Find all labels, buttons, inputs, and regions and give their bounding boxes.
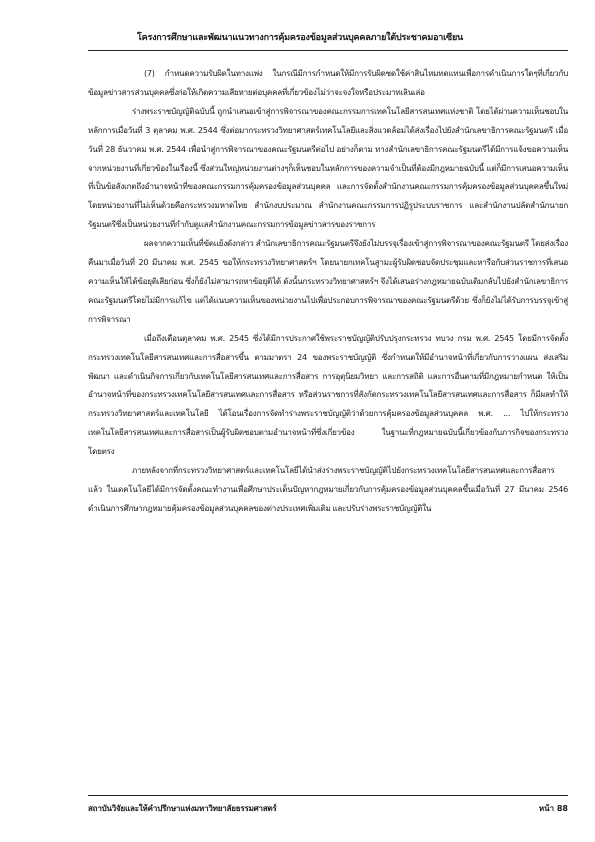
footer-institution: สถาบันวิจัยและให้คำปรึกษาแห่งมหาวิทยาลัยธรรมศาสตร์: [88, 804, 277, 813]
paragraph-4: เมื่อถึงเดือนตุลาคม พ.ศ. 2545 ซึ่งได้มีการประกาศใช้พระราชบัญญัติปรับปรุงกระทรวง ทบวง กรม พ.ศ. 2545 โดยมีการจัดตั้งกระทรวงเทคโนโลยีสารสนเทศและการสื่อสารขึ้น ตามมาตรา 24 ของพระราชบัญญัติ ซึ่งกำหนดให้มีอำนาจหน้าที่เกี่ยวกับการวางแผน ส่งเสริม พัฒนา และดำเนินกิจการเกี่ยวกับเทคโนโลยีสารสนเทศและการสื่อสาร การอุตุนิยมวิทยา และการสถิติ และการอื่นตามที่มีกฎหมายกำหนด ให้เป็นอำนาจหน้าที่ของกระทรวงเทคโนโลยีสารสนเทศและการสื่อสาร หรือส่วนราชการที่สังกัดกระทรวงเทคโนโลยีสารสนเทศและการสื่อสาร ก็มีผลทำให้กระทรวงวิทยาศาสตร์และเทคโนโลยี ได้โอนเรื่องการจัดทำร่างพระราชบัญญัติว่าด้วยการคุ้มครองข้อมูลส่วนบุคคล พ.ศ. ... ไปให้กระทรวงเทคโนโลยีสารสนเทศและการสื่อสารเป็นผู้รับผิดชอบตามอำนาจหน้าที่ซึ่งเกี่ยวข้อง ในฐานะที่กฎหมายฉบับนี้เกี่ยวข้องกับภารกิจของกระทรวงโดยตรง: [88, 332, 568, 457]
footer-rule: [88, 795, 568, 796]
paragraph-5: ภายหลังจากที่กระทรวงวิทยาศาสตร์และเทคโนโลยีได้นำส่งร่างพระราชบัญญัติไปยังกระทรวงเทคโนโลยีสารสนเทศและการสื่อสารแล้ว ในเดคโนโลยีได้มีการจัดตั้งคณะทำงานเพื่อศึกษาประเด็นปัญหากฎหมายเกี่ยวกับการคุ้มครองข้อมูลส่วนบุคคลขึ้นเมื่อวันที่ 27 มีนาคม 2546 ดำเนินการศึกษากฎหมายคุ้มครองข้อมูลส่วนบุคคลของต่างประเทศเพิ่มเติม และปรับร่างพระราชบัญญัติใน: [88, 465, 568, 513]
body-text: [88, 64, 568, 518]
paragraph-1: (7) กำหนดความรับผิดในทางแพ่ง ในกรณีมีการกำหนดให้มีการรับผิดชดใช้ค่าสินไหมทดแทนเพื่อการดำเนินการใดๆที่เกี่ยวกับข้อมูลข่าวสารส่วนบุคคลซึ่งก่อให้เกิดความเสียหายต่อบุคคลที่เกี่ยวข้องไม่ว่าจะจงใจหรือประมาทเลินเล่อ: [88, 68, 568, 97]
header-rule: [88, 50, 568, 51]
paragraph-2: ร่างพระราชบัญญัติฉบับนี้ ถูกนำเสนอเข้าสู่การพิจารณาของคณะกรรมการเทคโนโลยีสารสนเทศแห่งชาติ โดยได้ผ่านความเห็นชอบในหลักการเมื่อวันที่ 3 ตุลาคม พ.ศ. 2544 ซึ่งต่อมากระทรวงวิทยาศาสตร์เทคโนโลยีและสิ่งแวดล้อมได้ส่งเรื่องไปยังสำนักเลขาธิการคณะรัฐมนตรี เมื่อวันที่ 28 ธันวาคม พ.ศ. 2544 เพื่อนำสู่การพิจารณาของคณะรัฐมนตรีต่อไป อย่างก็ตาม ทางสำนักเลขาธิการคณะรัฐมนตรีได้มีการแจ้งขอความเห็นจากหน่วยงานที่เกี่ยวข้องในเรื่องนี้ ซึ่งส่วนใหญ่หน่วยงานต่างๆก็เห็นชอบในหลักการของความจำเป็นที่ต้องมีกฎหมายฉบับนี้ แต่ก็มีการเสนอความเห็นที่เป็นข้อสังเกตถึงอำนาจหน้าที่ของคณะกรรมการคุ้มครองข้อมูลส่วนบุคคล และการจัดตั้งสำนักงานคณะกรรมการคุ้มครองข้อมูลส่วนบุคคลขึ้นใหม่ โดยหน่วยงานที่ไม่เห็นด้วยคือกระทรวงมหาดไทย สำนักงบประมาณ สำนักงานคณะกรรมการปฏิรูประบบราชการ และสำนักงานปลัดสำนักนายกรัฐมนตรีซึ่งเป็นหน่วยงานที่กำกับดูแลสำนักงานคณะกรรมการข้อมูลข่าวสารของราชการ: [88, 105, 568, 230]
page-header: โครงการศึกษาและพัฒนาแนวทางการคุ้มครองข้อมูลส่วนบุคคลภายใต้ประชาคมอาเซียน: [137, 33, 463, 43]
paragraph-3: ผลจากความเห็นที่ขัดแย้งดังกล่าว สำนักเลขาธิการคณะรัฐมนตรีจึงยังไม่บรรจุเรื่องเข้าสู่การพิจารณาของคณะรัฐมนตรี โดยส่งเรื่องคืนมาเมื่อวันที่ 20 มีนาคม พ.ศ. 2545 ขอให้กระทรวงวิทยาศาสตร์ฯ โดยนายกเทคโนสูามะผู้รับผิดชอบจัดประชุมและหารือกับส่วนราชการที่เสนอความเห็นให้ได้ข้อยุติเสียก่อน ซึ่งก็ยังไม่สามารถหาข้อยุติได้ ดังนั้นกระทรวงวิทยาศาสตร์ฯ จึงได้เสนอร่างกฎหมายฉบับเดิมกลับไปยังสำนักเลขาธิการคณะรัฐมนตรีโดยไม่มีการแก้ไข แต่ได้แนบความเห็นของหน่วยงานไปเพื่อประกอบการพิจารณาของคณะรัฐมนตรีด้วย ซึ่งก็ยังไม่ได้รับการบรรจุเข้าสู่การพิจารณา: [88, 238, 568, 324]
page-number: หน้า 88: [538, 804, 568, 813]
